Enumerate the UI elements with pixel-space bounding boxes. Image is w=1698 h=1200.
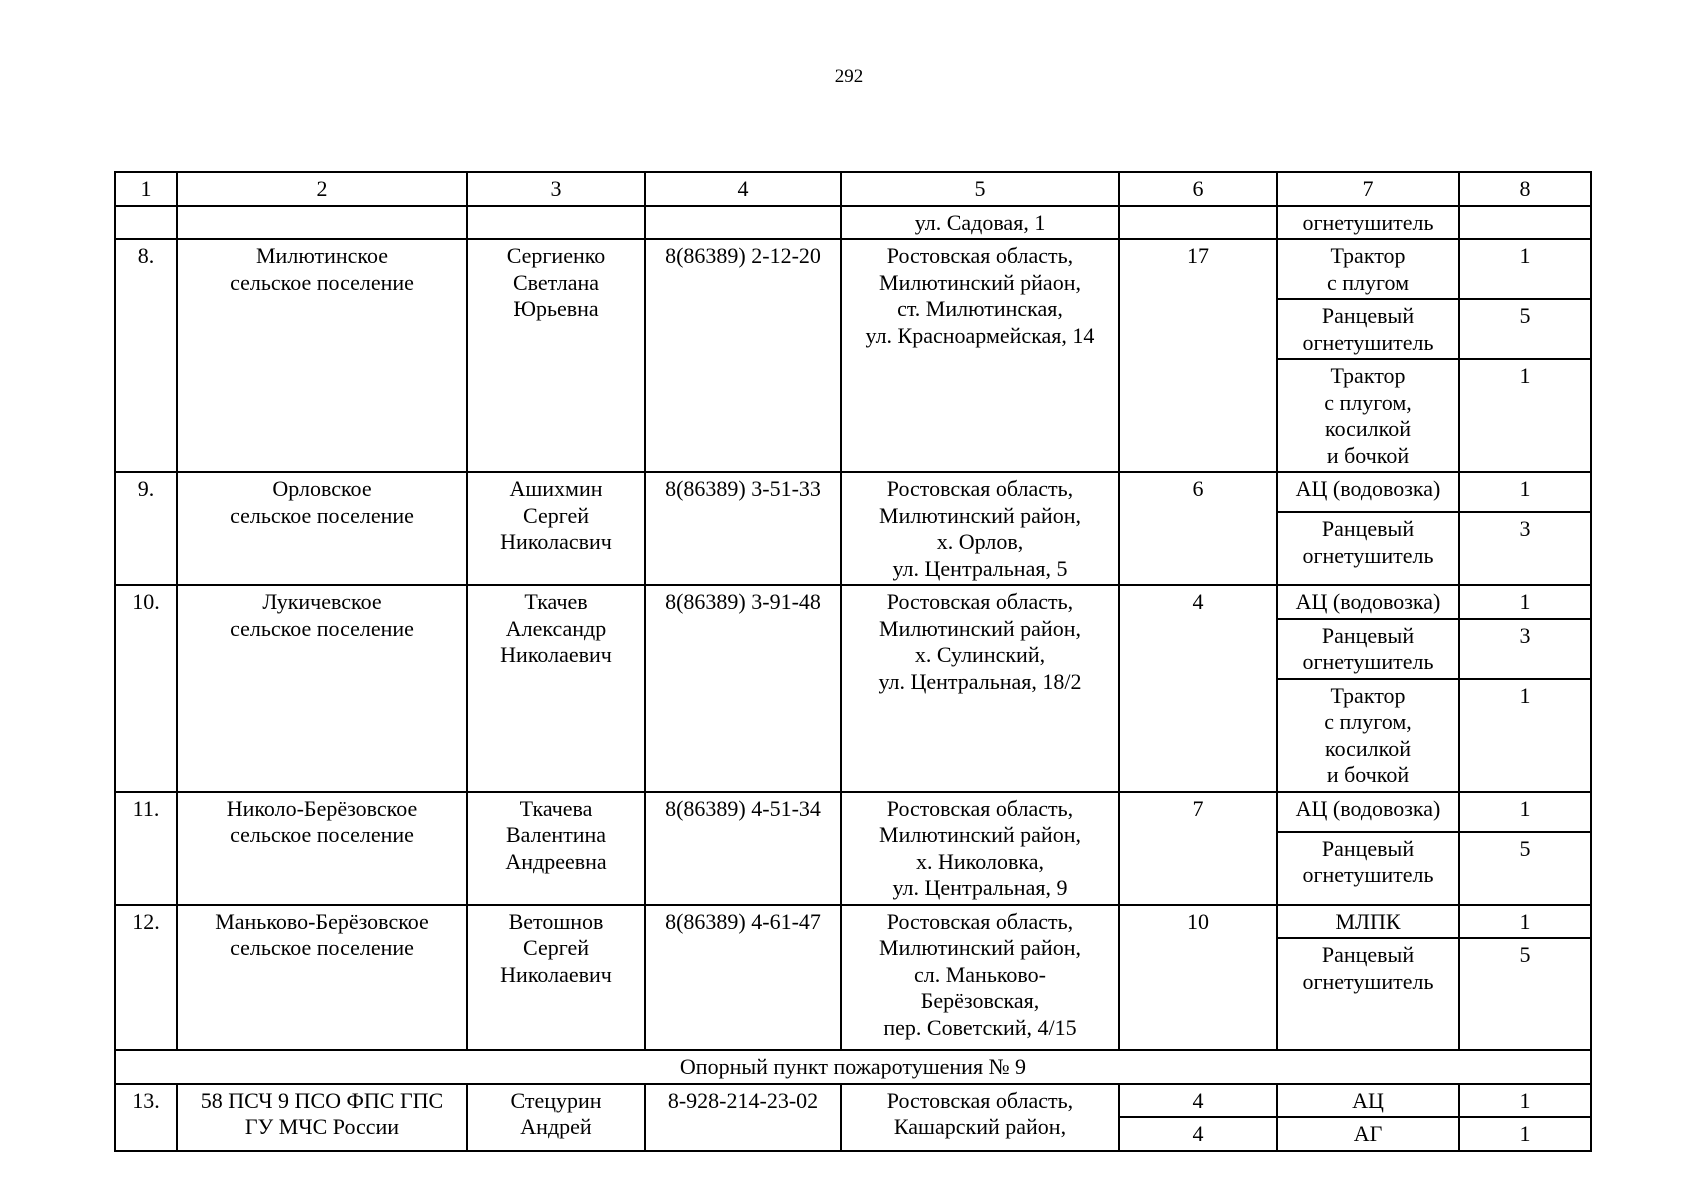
table-row	[115, 1084, 1591, 1118]
equipment-line: косилкой	[1325, 735, 1411, 761]
equipment-line: огнетушитель	[1302, 862, 1434, 888]
quantity-cell: 1	[1459, 792, 1591, 832]
address-cell	[841, 1084, 1119, 1151]
equipment-cell	[1277, 792, 1459, 832]
equipment-cell	[1277, 679, 1459, 792]
equipment-line: косилкой	[1325, 416, 1411, 441]
person-line: Ткачев	[524, 589, 588, 614]
person-line: Андрей	[520, 1114, 592, 1139]
address-line: х. Николовка,	[916, 848, 1044, 874]
settlement-line: сельское поселение	[230, 269, 414, 295]
address-line: Ростовская область,	[886, 589, 1074, 614]
count-cell: 4	[1119, 1117, 1277, 1151]
empty-cell	[177, 206, 467, 240]
empty-cell	[1459, 206, 1591, 240]
column-number-row	[115, 172, 1591, 206]
settlement-cell	[177, 585, 467, 792]
row-number-cell: 12.	[115, 905, 177, 1051]
address-line: Милютинский район,	[879, 822, 1081, 847]
address-line: Милютинский рйаон,	[879, 269, 1081, 295]
address-line: ст. Милютинская,	[897, 296, 1063, 321]
address-line: Ростовская область,	[886, 476, 1074, 501]
quantity-cell: 1	[1459, 472, 1591, 512]
column-number: 6	[1119, 172, 1277, 206]
equipment-line: с плугом	[1327, 269, 1409, 295]
equipment-cell	[1277, 585, 1459, 619]
address-cell	[841, 206, 1119, 240]
person-line: Валентина	[505, 822, 607, 847]
equipment-cell	[1277, 299, 1459, 359]
address-line: Ростовская область,	[886, 908, 1074, 934]
resource-table	[114, 171, 1592, 1152]
address-line: Ростовская область,	[886, 243, 1074, 268]
person-cell	[467, 905, 645, 1051]
table-row	[115, 472, 1591, 512]
settlement-cell	[177, 1084, 467, 1151]
equipment-cell: огнетушитель	[1277, 206, 1459, 240]
equipment-line: и бочкой	[1326, 762, 1410, 787]
column-number: 8	[1459, 172, 1591, 206]
quantity-cell: 5	[1459, 299, 1591, 359]
equipment-line: Трактор	[1330, 363, 1406, 388]
person-line: Андреевна	[505, 848, 607, 874]
equipment-line: АЦ (водовозка)	[1295, 476, 1441, 501]
phone-cell: 8-928-214-23-02	[645, 1084, 841, 1151]
settlement-line: Милютинское	[256, 243, 388, 268]
settlement-line: ГУ МЧС России	[244, 1114, 400, 1139]
person-line: Сергиенко	[506, 243, 606, 268]
equipment-cell	[1277, 938, 1459, 1050]
person-line: Николаевич	[500, 961, 612, 987]
settlement-line: сельское поселение	[230, 502, 414, 528]
address-line: Берёзовская,	[920, 988, 1040, 1013]
continuation-row	[115, 206, 1591, 240]
table-row	[115, 792, 1591, 832]
page-number: 292	[834, 66, 864, 87]
section-header-row	[115, 1050, 1591, 1084]
settlement-line: сельское поселение	[230, 935, 414, 960]
equipment-line: Трактор	[1330, 243, 1406, 268]
address-cell	[841, 585, 1119, 792]
address-cell	[841, 472, 1119, 585]
address-line: пер. Советский, 4/15	[883, 1014, 1077, 1040]
settlement-line: сельское поселение	[230, 615, 414, 641]
equipment-line: Ранцевый	[1321, 835, 1415, 861]
address-line: ул. Центральная, 5	[892, 555, 1068, 581]
equipment-line: огнетушитель	[1302, 968, 1434, 994]
person-line: Сергей	[523, 935, 589, 960]
settlement-cell	[177, 239, 467, 472]
quantity-cell: 1	[1459, 1117, 1591, 1151]
phone-cell: 8(86389) 2-12-20	[645, 239, 841, 472]
address-line: Милютинский район,	[879, 502, 1081, 528]
row-number-cell: 8.	[115, 239, 177, 472]
address-line: Кашарский район,	[893, 1114, 1067, 1139]
row-number-cell: 9.	[115, 472, 177, 585]
count-cell: 7	[1119, 792, 1277, 905]
person-line: Ткачева	[519, 795, 593, 821]
quantity-cell: 5	[1459, 938, 1591, 1050]
equipment-line: АГ	[1353, 1121, 1383, 1146]
person-cell	[467, 472, 645, 585]
equipment-line: огнетушитель	[1302, 542, 1434, 568]
person-line: Юрьевна	[513, 296, 599, 321]
quantity-cell: 1	[1459, 1084, 1591, 1118]
column-number: 2	[177, 172, 467, 206]
equipment-line: МЛПК	[1335, 908, 1401, 934]
person-cell	[467, 585, 645, 792]
equipment-cell	[1277, 619, 1459, 679]
settlement-line: 58 ПСЧ 9 ПСО ФПС ГПС	[200, 1087, 444, 1113]
person-line: Николаевич	[500, 642, 612, 667]
equipment-cell	[1277, 472, 1459, 512]
equipment-line: АЦ (водовозка)	[1295, 589, 1441, 614]
settlement-line: Лукичевское	[262, 589, 382, 614]
equipment-line: с плугом,	[1324, 709, 1412, 734]
quantity-cell: 5	[1459, 832, 1591, 905]
phone-cell: 8(86389) 3-51-33	[645, 472, 841, 585]
equipment-line: Ранцевый	[1321, 516, 1415, 542]
address-line: ул. Красноармейская, 14	[865, 322, 1095, 348]
address-line: Милютинский район,	[879, 935, 1081, 960]
table-row	[115, 585, 1591, 619]
address-line: х. Орлов,	[936, 529, 1024, 554]
equipment-line: и бочкой	[1326, 442, 1410, 468]
equipment-line: огнетушитель	[1302, 329, 1434, 355]
settlement-cell	[177, 905, 467, 1051]
table-row	[115, 905, 1591, 939]
person-line: Ветошнов	[508, 908, 604, 934]
address-cell	[841, 792, 1119, 905]
settlement-line: Орловское	[272, 476, 372, 501]
equipment-cell	[1277, 512, 1459, 585]
person-cell	[467, 792, 645, 905]
empty-cell	[645, 206, 841, 240]
settlement-line: сельское поселение	[230, 822, 414, 847]
count-cell: 17	[1119, 239, 1277, 472]
column-number: 7	[1277, 172, 1459, 206]
column-number: 3	[467, 172, 645, 206]
person-cell	[467, 1084, 645, 1151]
address-line: х. Сулинский,	[914, 642, 1046, 667]
equipment-cell	[1277, 832, 1459, 905]
empty-cell	[115, 206, 177, 240]
address-line: ул. Центральная, 9	[892, 875, 1068, 900]
settlement-cell	[177, 472, 467, 585]
count-cell: 4	[1119, 1084, 1277, 1118]
column-number: 5	[841, 172, 1119, 206]
equipment-cell	[1277, 905, 1459, 939]
phone-cell: 8(86389) 4-61-47	[645, 905, 841, 1051]
person-line: Стецурин	[510, 1087, 602, 1113]
row-number-cell: 11.	[115, 792, 177, 905]
section-header: Опорный пункт пожаротушения № 9	[115, 1050, 1591, 1084]
address-line: Милютинский район,	[879, 615, 1081, 641]
equipment-line: Ранцевый	[1321, 303, 1415, 328]
empty-cell	[1119, 206, 1277, 240]
column-number: 4	[645, 172, 841, 206]
equipment-line: огнетушитель	[1302, 649, 1434, 674]
address-line: ул. Садовая, 1	[914, 209, 1046, 235]
person-line: Николасвич	[500, 529, 612, 554]
address-cell	[841, 239, 1119, 472]
quantity-cell: 1	[1459, 679, 1591, 792]
row-number-cell: 10.	[115, 585, 177, 792]
address-line: Ростовская область,	[886, 1087, 1074, 1113]
quantity-cell: 1	[1459, 585, 1591, 619]
person-line: Ашихмин	[509, 476, 603, 501]
address-cell	[841, 905, 1119, 1051]
equipment-line: Трактор	[1330, 682, 1406, 708]
quantity-cell: 1	[1459, 359, 1591, 472]
equipment-line: АЦ (водовозка)	[1295, 795, 1441, 821]
equipment-cell	[1277, 239, 1459, 299]
person-line: Светлана	[512, 269, 600, 295]
address-line: сл. Маньково-	[913, 961, 1046, 987]
quantity-cell: 3	[1459, 619, 1591, 679]
phone-cell: 8(86389) 4-51-34	[645, 792, 841, 905]
count-cell: 6	[1119, 472, 1277, 585]
person-line: Сергей	[523, 502, 589, 528]
quantity-cell: 1	[1459, 905, 1591, 939]
phone-cell: 8(86389) 3-91-48	[645, 585, 841, 792]
quantity-cell: 3	[1459, 512, 1591, 585]
settlement-line: Маньково-Берёзовское	[215, 908, 429, 934]
address-line: ул. Центральная, 18/2	[878, 668, 1082, 694]
count-cell: 4	[1119, 585, 1277, 792]
equipment-line: Ранцевый	[1321, 942, 1415, 967]
equipment-cell	[1277, 1117, 1459, 1151]
settlement-cell	[177, 792, 467, 905]
settlement-line: Николо-Берёзовское	[226, 795, 418, 821]
count-cell: 10	[1119, 905, 1277, 1051]
column-number: 1	[115, 172, 177, 206]
quantity-cell: 1	[1459, 239, 1591, 299]
person-line: Александр	[505, 615, 607, 641]
equipment-line: АЦ	[1352, 1087, 1384, 1113]
row-number-cell: 13.	[115, 1084, 177, 1151]
address-line: Ростовская область,	[886, 795, 1074, 821]
equipment-cell	[1277, 1084, 1459, 1118]
equipment-line: Ранцевый	[1321, 622, 1415, 648]
empty-cell	[467, 206, 645, 240]
equipment-cell	[1277, 359, 1459, 472]
person-cell	[467, 239, 645, 472]
equipment-line: с плугом,	[1324, 389, 1412, 415]
table-row	[115, 239, 1591, 299]
